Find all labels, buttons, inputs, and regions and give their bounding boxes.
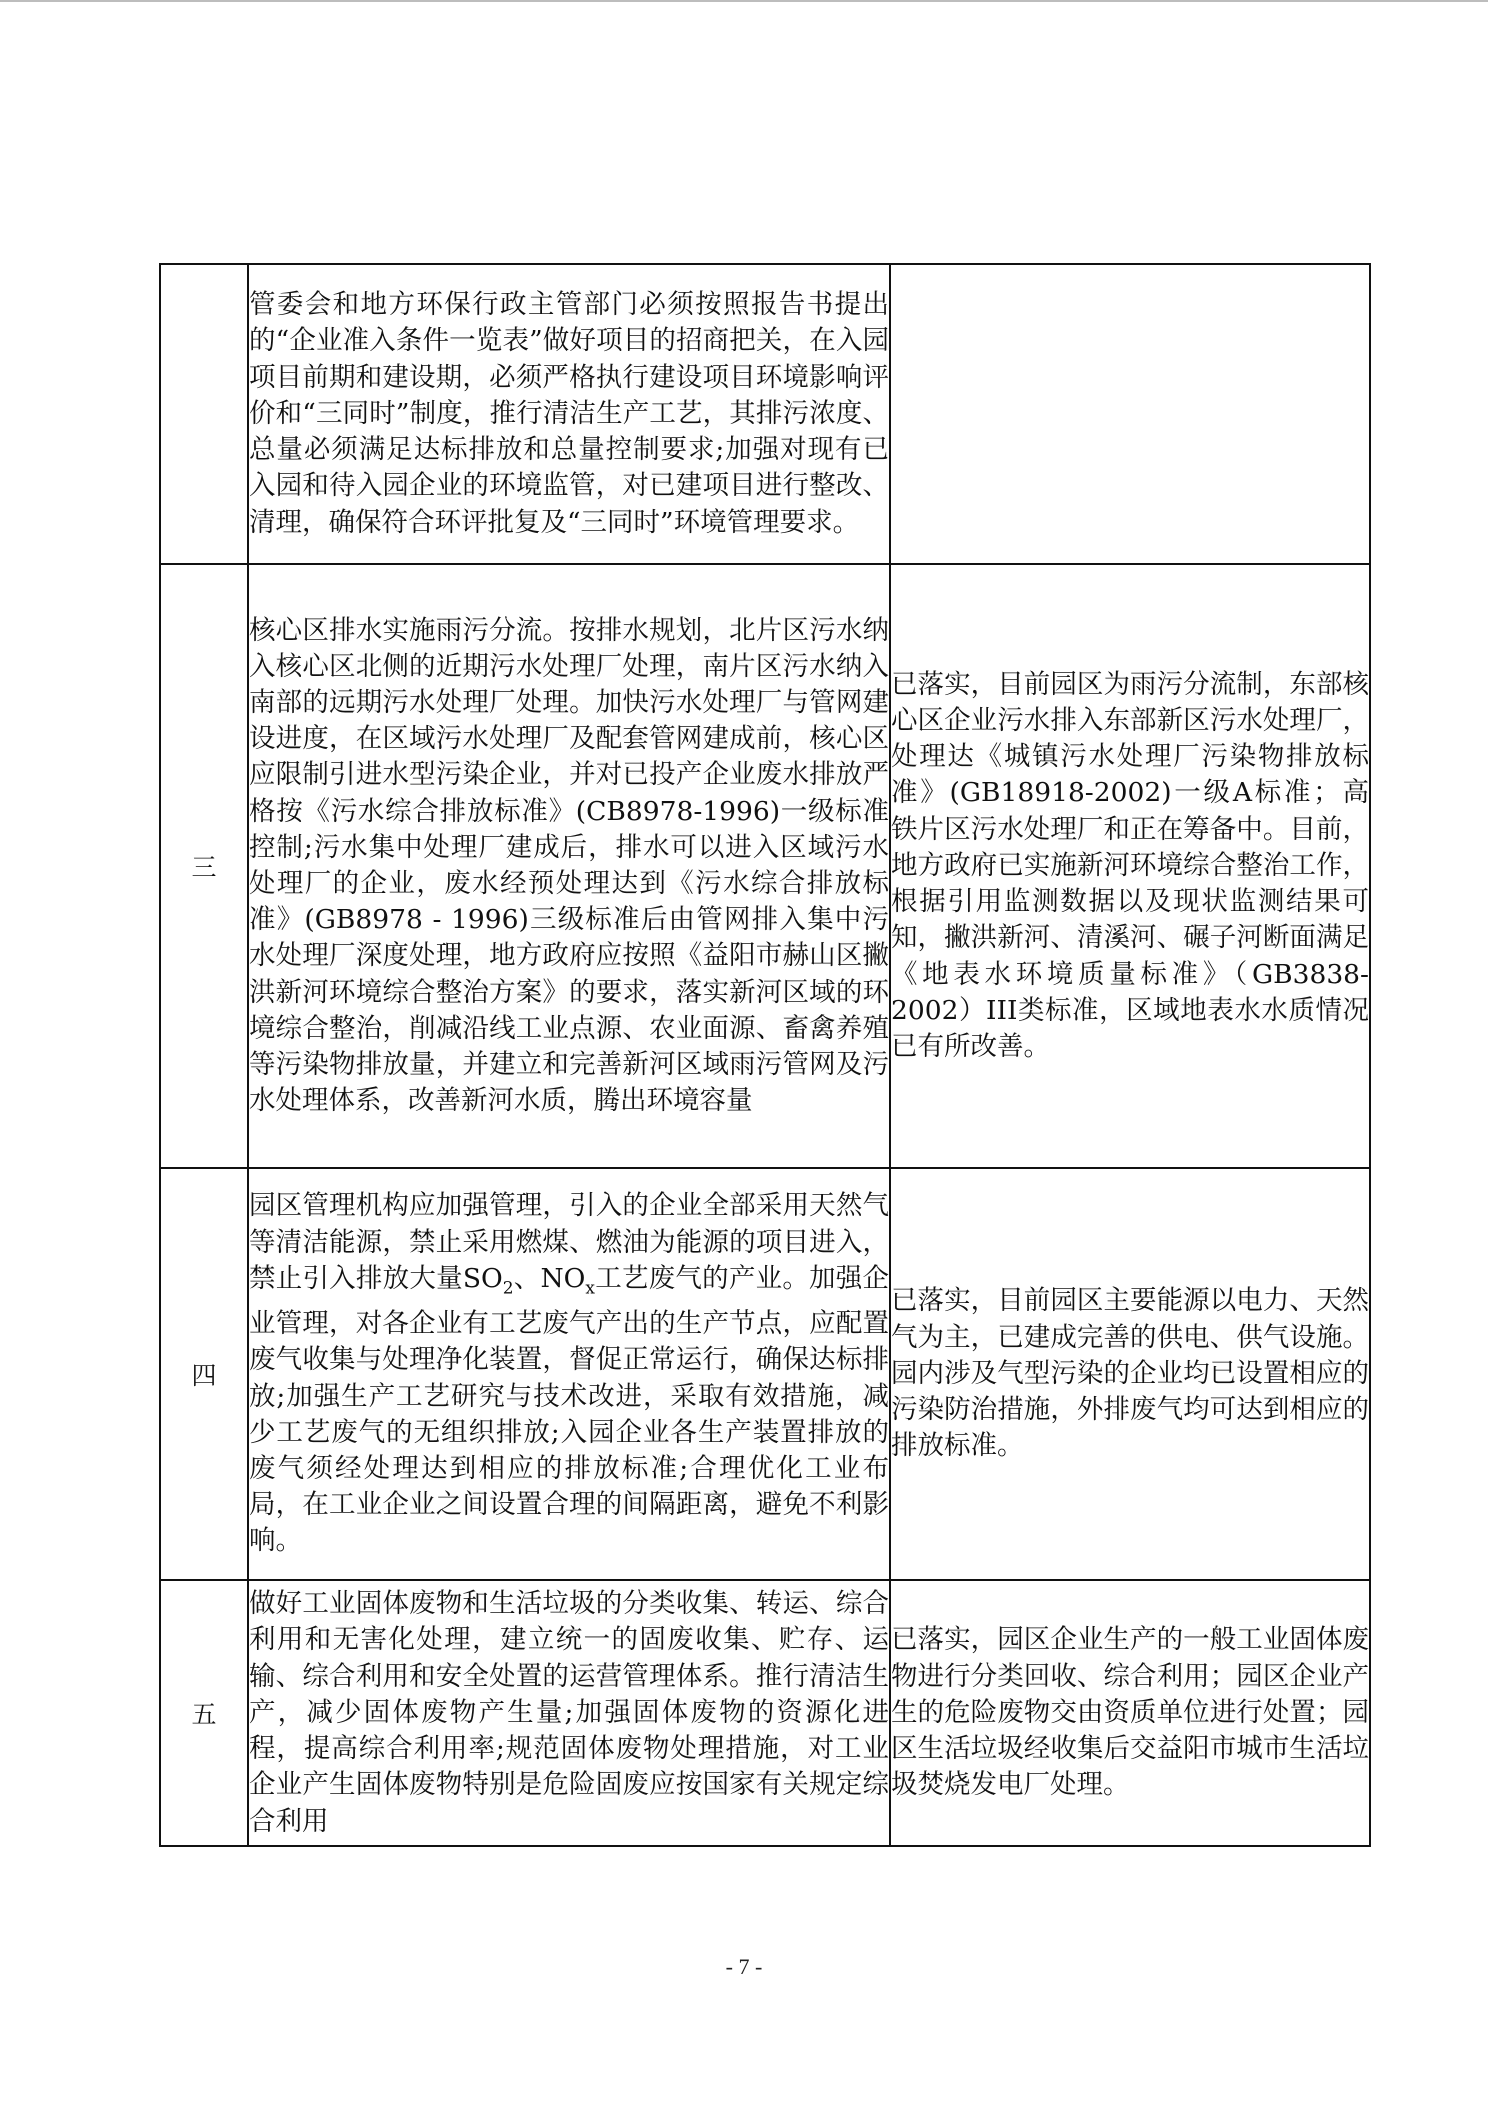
status-cell (890, 1168, 1370, 1580)
requirement-text-part: 园区管理机构应加强管理，引入的企业全部采用天然气等清洁能源，禁止采用燃煤、燃油为能源的项目进入，禁止引入排放大量SO (249, 1190, 889, 1294)
row-number: 五 (160, 1580, 248, 1846)
status-text: 已落实，目前园区主要能源以电力、天然气为主，已建成完善的供电、供气设施。园内涉及气型污染的企业均已设置相应的污染防治措施，外排废气均可达到相应的排放标准。 (891, 1285, 1369, 1462)
status-cell (890, 264, 1370, 564)
row-number: 三 (160, 564, 248, 1168)
status-cell (890, 1580, 1370, 1846)
requirement-text-part: 工艺废气的产业。加强企业管理，对各企业有工艺废气产出的生产节点，应配置废气收集与处理净化装置，督促正常运行，确保达标排放;加强生产工艺研究与技术改进，采取有效措施，减少工艺废气的无组织排放;入园企业各生产装置排放的废气须经处理达到相应的排放标准;合理优化工业布局，在工业企业之间设置合理的间隔距离，避免不利影响。 (249, 1262, 889, 1557)
subscript-x: x (585, 1278, 595, 1299)
status-cell (890, 564, 1370, 1168)
table-row (160, 1580, 1370, 1846)
requirement-text: 做好工业固体废物和生活垃圾的分类收集、转运、综合利用和无害化处理，建立统一的固废收集、贮存、运输、综合利用和安全处置的运营管理体系。推行清洁生产，减少固体废物产生量;加强固体废物的资源化进程，提高综合利用率;规范固体废物处理措施，对工业企业产生固体废物特别是危险固废应按国家有关规定综合利用 (249, 1588, 889, 1837)
requirements-table (159, 263, 1371, 1847)
row-number: 四 (160, 1168, 248, 1580)
subscript-2: 2 (502, 1278, 514, 1299)
status-text: 已落实，目前园区为雨污分流制，东部核心区企业污水排入东部新区污水处理厂，处理达《城镇污水处理厂污染物排放标准》(GB18918-2002)一级A标准；高铁片区污水处理厂和正在筹备中。目前，地方政府已实施新河环境综合整治工作，根据引用监测数据以及现状监测结果可知，撇洪新河、清溪河、碾子河断面满足《地表水环境质量标准》（GB3838-2002）III类标准，区域地表水水质情况已有所改善。 (891, 668, 1369, 1062)
page-number: - 7 - (725, 1954, 763, 1979)
page-top-rule (0, 0, 1488, 2)
table-row (160, 1168, 1370, 1580)
requirement-text-part: 、NO (513, 1262, 586, 1294)
status-text: 已落实，园区企业生产的一般工业固体废物进行分类回收、综合利用；园区企业产生的危险废物交由资质单位进行处置；园区生活垃圾经收集后交益阳市城市生活垃圾焚烧发电厂处理。 (891, 1624, 1369, 1801)
requirement-text: 管委会和地方环保行政主管部门必须按照报告书提出的“企业准入条件一览表”做好项目的招商把关，在入园项目前期和建设期，必须严格执行建设项目环境影响评价和“三同时”制度，推行清洁生产工艺，其排污浓度、总量必须满足达标排放和总量控制要求;加强对现有已入园和待入园企业的环境监管，对已建项目进行整改、清理，确保符合环评批复及“三同时”环境管理要求。 (249, 289, 889, 538)
requirement-cell (248, 264, 890, 564)
requirement-text (249, 1188, 889, 1559)
table-row (160, 564, 1370, 1168)
requirement-text: 核心区排水实施雨污分流。按排水规划，北片区污水纳入核心区北侧的近期污水处理厂处理，南片区污水纳入南部的远期污水处理厂处理。加快污水处理厂与管网建设进度，在区域污水处理厂及配套管网建成前，核心区应限制引进水型污染企业，并对已投产企业废水排放严格按《污水综合排放标准》(CB8978-1996)一级标准控制;污水集中处理厂建成后，排水可以进入区域污水处理厂的企业，废水经预处理达到《污水综合排放标准》(GB8978 - 1996)三级标准后由管网排入集中污水处理厂深度处理，地方政府应按照《益阳市赫山区撇洪新河环境综合整治方案》的要求，落实新河区域的环境综合整治，削减沿线工业点源、农业面源、畜禽养殖等污染物排放量，并建立和完善新河区域雨污管网及污水处理体系，改善新河水质，腾出环境容量 (249, 614, 889, 1117)
requirement-cell (248, 1580, 890, 1846)
requirement-cell (248, 1168, 890, 1580)
requirement-cell (248, 564, 890, 1168)
row-number (160, 264, 248, 564)
table-row (160, 264, 1370, 564)
